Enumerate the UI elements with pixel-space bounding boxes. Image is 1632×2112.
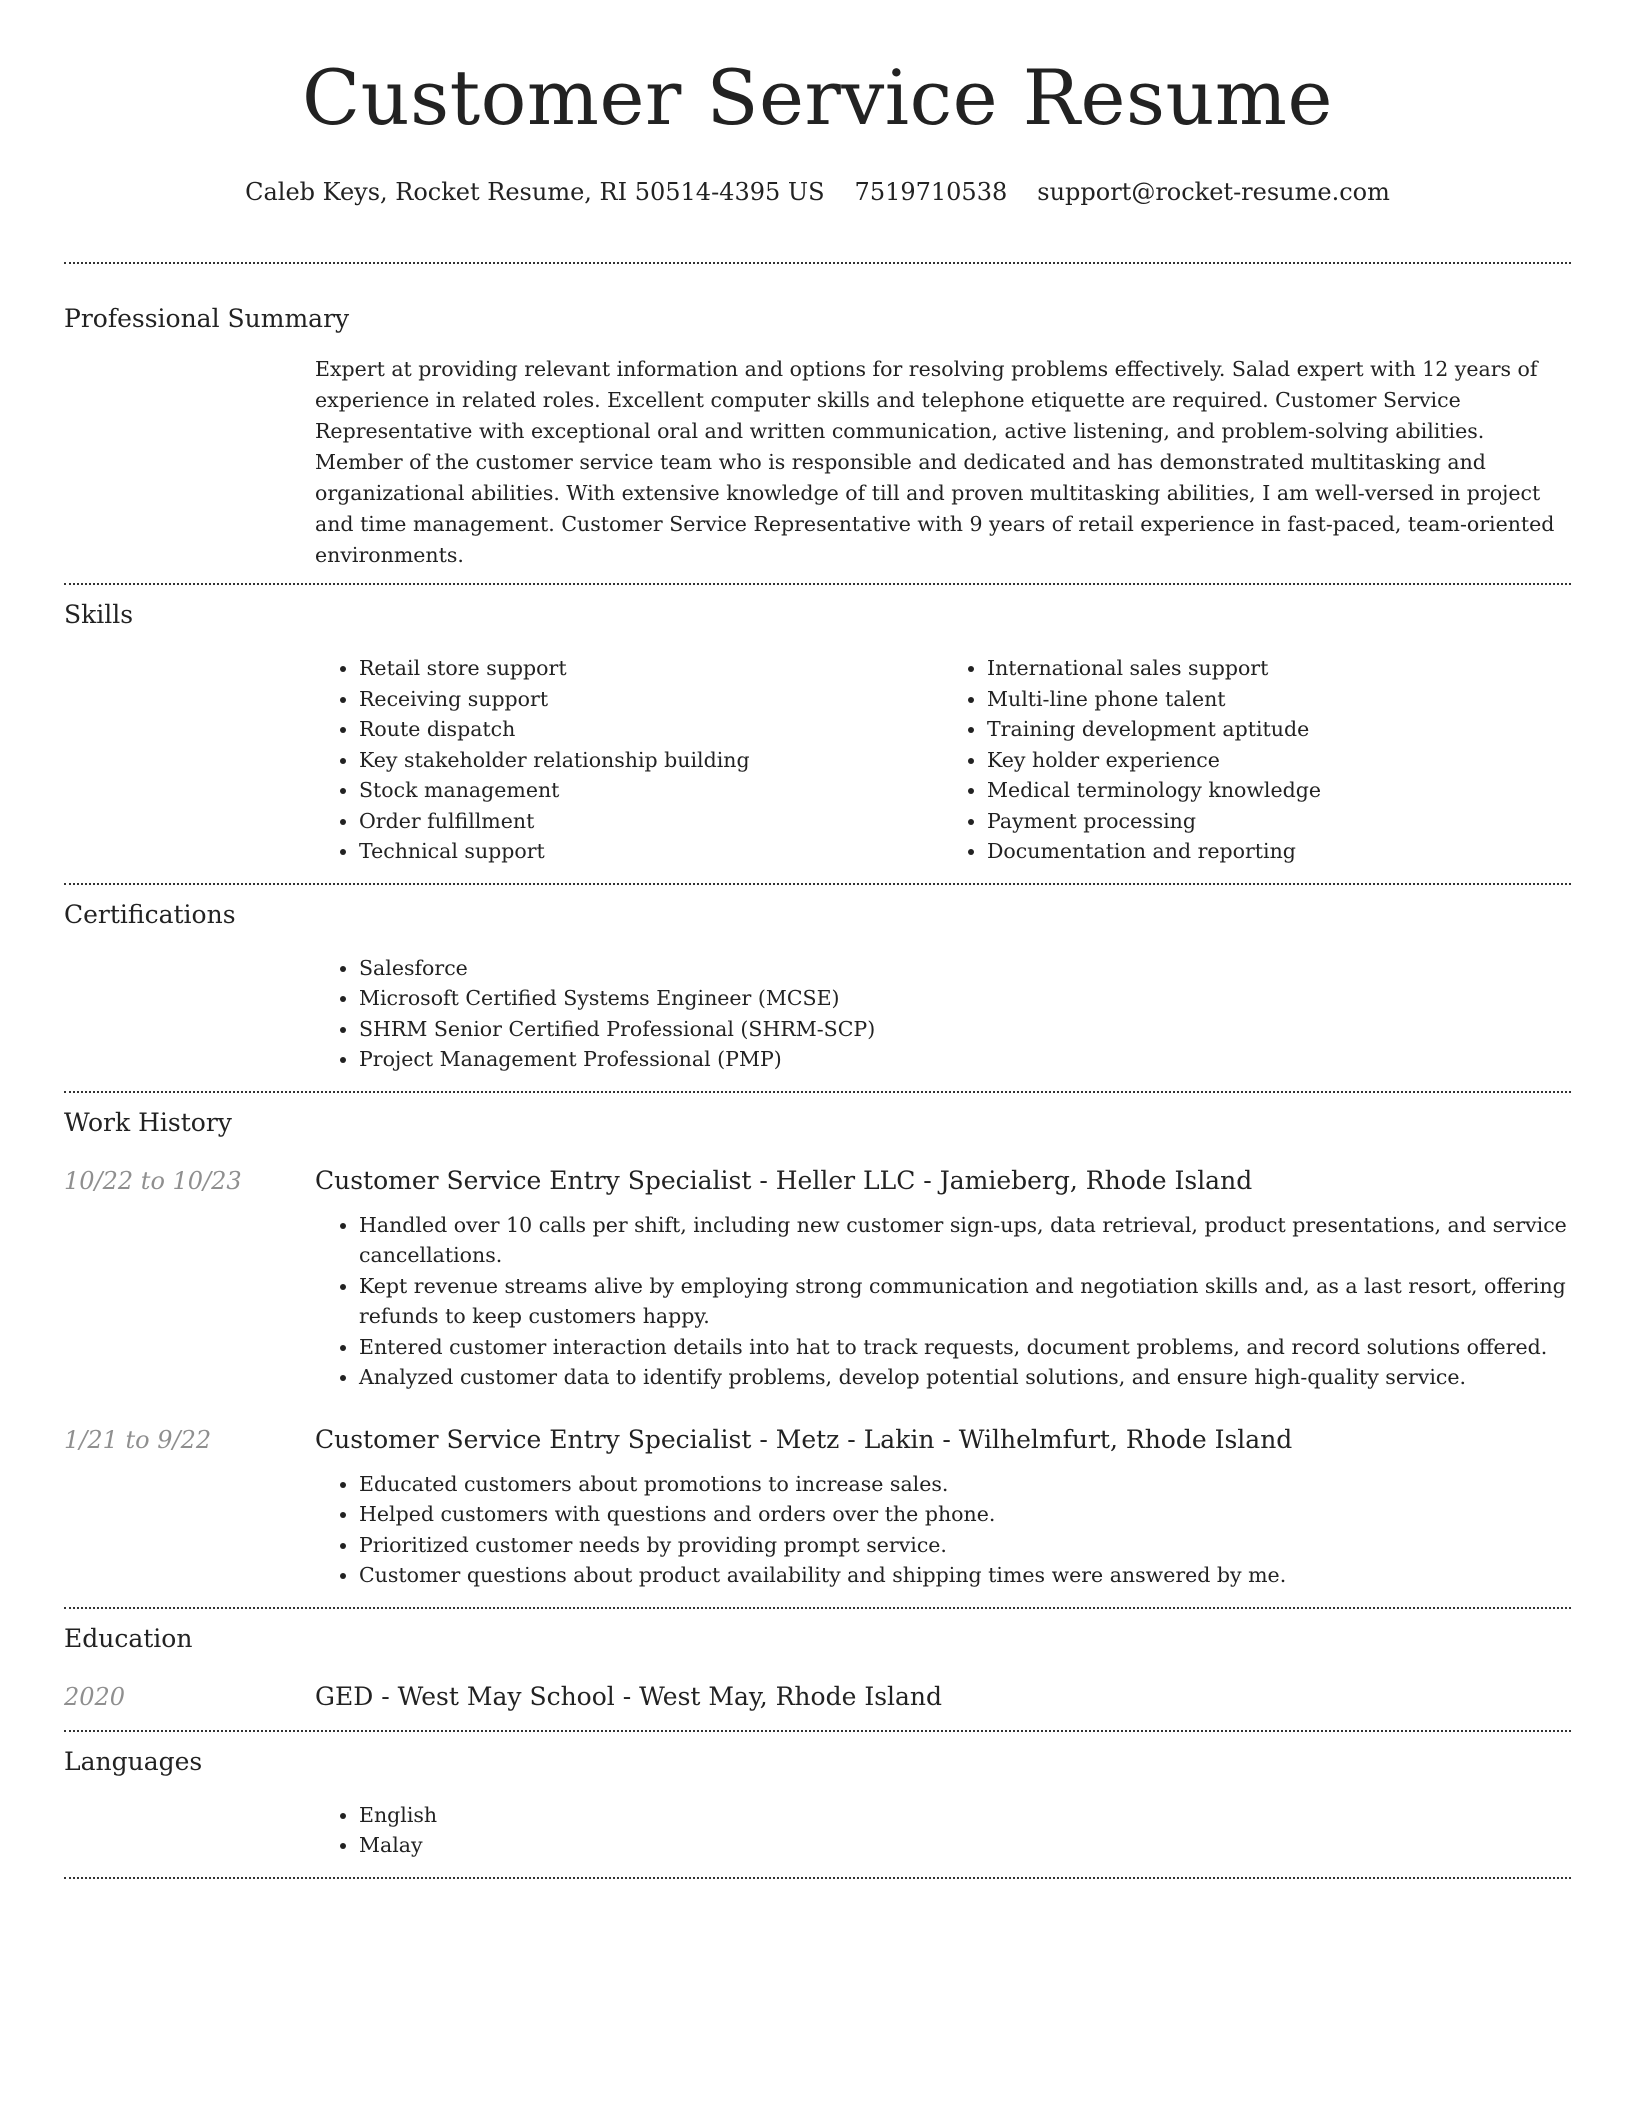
job-date: 1/21 to 9/22: [64, 1425, 212, 1454]
certifications-body: [315, 953, 1571, 1075]
job-bullets: [315, 1469, 1571, 1591]
list-item: • Technical support: [359, 836, 943, 867]
certifications-heading: Certifications: [64, 899, 236, 929]
list-item: • Documentation and reporting: [987, 836, 1571, 867]
job-entry: [64, 1423, 1571, 1591]
list-item: • Order fulfillment: [359, 806, 943, 837]
job-duties: [315, 1469, 1571, 1591]
list-item: • Stock management: [359, 775, 943, 806]
work-heading: Work History: [64, 1107, 232, 1137]
certifications-list: [315, 953, 1571, 1075]
languages-heading: Languages: [64, 1746, 203, 1776]
job-header: [64, 1164, 1571, 1198]
list-item: • Key holder experience: [987, 745, 1571, 776]
list-item: • Prioritized customer needs by providing prompt service.: [359, 1530, 1571, 1561]
skills-section: [64, 598, 1571, 867]
list-item: • Customer questions about product availability and shipping times were answered by me.: [359, 1560, 1571, 1591]
work-section: [64, 1106, 1571, 1591]
list-item: • Medical terminology knowledge: [987, 775, 1571, 806]
divider: [64, 1877, 1571, 1879]
list-item: • Route dispatch: [359, 714, 943, 745]
skills-heading: Skills: [64, 600, 134, 629]
list-item: • Key stakeholder relationship building: [359, 745, 943, 776]
divider: [64, 583, 1571, 585]
list-item: • Receiving support: [359, 684, 943, 715]
education-date: 2020: [64, 1682, 126, 1711]
list-item: • Kept revenue streams alive by employing strong communication and negotiation skills and, as a last resort, offering refunds to keep customers happy.: [359, 1271, 1571, 1332]
certifications-section: [64, 898, 1571, 1075]
list-item: • Educated customers about promotions to increase sales.: [359, 1469, 1571, 1500]
summary-section: [64, 302, 1571, 571]
job-date: 10/22 to 10/23: [64, 1166, 242, 1195]
list-item: • Analyzed customer data to identify problems, develop potential solutions, and ensure high-quality service.: [359, 1362, 1571, 1393]
list-item: • Handled over 10 calls per shift, including new customer sign-ups, data retrieval, product presentations, and service cancellations.: [359, 1210, 1571, 1271]
languages-section: [64, 1745, 1571, 1861]
list-item: • International sales support: [987, 653, 1571, 684]
job-title: Customer Service Entry Specialist - Heller LLC - Jamieberg, Rhode Island: [315, 1165, 1253, 1195]
skills-list-left: [315, 653, 943, 867]
list-item: • SHRM Senior Certified Professional (SHRM-SCP): [359, 1014, 1571, 1045]
resume-page: [64, 0, 1571, 1879]
contact-address: Caleb Keys, Rocket Resume, RI 50514-4395 US: [245, 178, 825, 206]
list-item: • English: [359, 1800, 1571, 1831]
contact-email: support@rocket-resume.com: [1037, 178, 1390, 206]
divider: [64, 1607, 1571, 1609]
list-item: • Helped customers with questions and orders over the phone.: [359, 1499, 1571, 1530]
divider: [64, 262, 1571, 264]
divider: [64, 1091, 1571, 1093]
job-duties: [315, 1210, 1571, 1393]
list-item: • Training development aptitude: [987, 714, 1571, 745]
divider: [64, 1730, 1571, 1732]
education-title: GED - West May School - West May, Rhode Island: [315, 1681, 943, 1711]
education-section: [64, 1622, 1571, 1714]
job-bullets: [315, 1210, 1571, 1393]
skills-grid: [315, 653, 1571, 867]
contact-line: [64, 174, 1571, 210]
page-title: Customer Service Resume: [302, 53, 1333, 142]
list-item: • Salesforce: [359, 953, 1571, 984]
contact-phone: 7519710538: [854, 178, 1008, 206]
list-item: • Project Management Professional (PMP): [359, 1044, 1571, 1075]
skills-list-right: [943, 653, 1571, 867]
job-title: Customer Service Entry Specialist - Metz - Lakin - Wilhelmfurt, Rhode Island: [315, 1424, 1293, 1454]
divider: [64, 883, 1571, 885]
list-item: • Multi-line phone talent: [987, 684, 1571, 715]
job-header: [64, 1423, 1571, 1457]
summary-heading: Professional Summary: [64, 304, 350, 333]
education-heading: Education: [64, 1623, 193, 1653]
list-item: • Payment processing: [987, 806, 1571, 837]
list-item: • Malay: [359, 1830, 1571, 1861]
languages-list: [315, 1800, 1571, 1861]
education-entry: [64, 1680, 1571, 1714]
list-item: • Retail store support: [359, 653, 943, 684]
list-item: • Microsoft Certified Systems Engineer (MCSE): [359, 983, 1571, 1014]
summary-text: Expert at providing relevant information and options for resolving problems effectively. Salad expert with 12 years of experience in related roles. Excellent computer skills and telephone etiquette are required. Customer Service Representative with exceptional oral and written communication, active listening, and problem-solving abilities. Member of the customer service team who is responsible and dedicated and has demonstrated multitasking and organizational abilities. With extensive knowledge of till and proven multitasking abilities, I am well-versed in project and time management. Customer Service Representative with 9 years of retail experience in fast-paced, team-oriented environments.: [315, 357, 1555, 567]
job-entry: [64, 1164, 1571, 1393]
list-item: • Entered customer interaction details into hat to track requests, document problems, and record solutions offered.: [359, 1332, 1571, 1363]
summary-body: [315, 354, 1571, 571]
languages-body: [315, 1800, 1571, 1861]
